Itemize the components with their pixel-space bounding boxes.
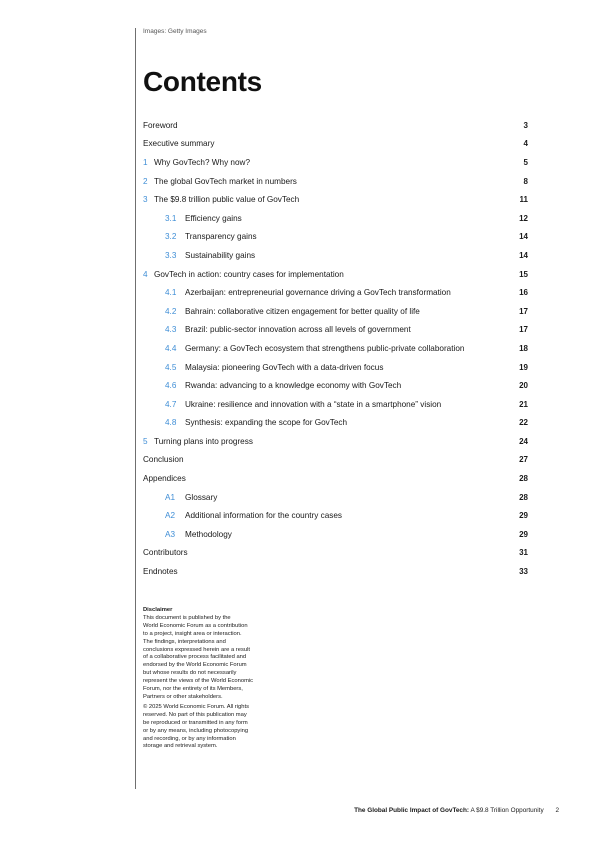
disclaimer-line: Partners or other stakeholders. bbox=[143, 693, 223, 700]
toc-entry-label: Synthesis: expanding the scope for GovTech bbox=[185, 418, 348, 428]
toc-entry[interactable] bbox=[143, 506, 528, 525]
toc-entry-label: Additional information for the country cases bbox=[185, 511, 343, 521]
toc-entry-number: 4.4 bbox=[165, 343, 177, 353]
toc-entry-page: 28 bbox=[519, 492, 528, 502]
toc-entry[interactable] bbox=[143, 525, 528, 544]
toc-entry-label: Endnotes bbox=[143, 567, 178, 577]
toc-entry-number: 4 bbox=[143, 269, 148, 279]
toc-entry-number: 3 bbox=[143, 195, 148, 205]
toc-entry-number: A2 bbox=[165, 511, 176, 521]
toc-entry-label: Germany: a GovTech ecosystem that strengthens public-private collaboration bbox=[185, 343, 465, 353]
toc-entry-label: Conclusion bbox=[143, 455, 184, 465]
copyright-notice bbox=[143, 704, 283, 751]
toc-entry-page: 8 bbox=[523, 176, 528, 186]
toc-entry-number: A3 bbox=[165, 529, 176, 539]
toc-entry-number: 4.8 bbox=[165, 418, 177, 428]
toc-entry-label: Bahrain: collaborative citizen engagement for better quality of life bbox=[185, 306, 420, 316]
toc-entry-page: 5 bbox=[523, 157, 528, 167]
toc-entry-label: Brazil: public-sector innovation across all levels of government bbox=[185, 325, 411, 335]
disclaimer-line: Forum, nor the entirety of its Members, bbox=[143, 686, 243, 693]
disclaimer-line: to a project, insight area or interaction. bbox=[143, 630, 242, 637]
toc-entry-label: Foreword bbox=[143, 120, 178, 130]
toc-entry-page: 3 bbox=[523, 120, 528, 130]
toc-entry[interactable] bbox=[143, 395, 528, 414]
disclaimer-heading: Disclaimer bbox=[143, 607, 173, 613]
toc-entry-number: 2 bbox=[143, 176, 148, 186]
toc-entry-label: Transparency gains bbox=[185, 232, 257, 242]
toc-entry[interactable] bbox=[143, 283, 528, 302]
page-title: Contents bbox=[143, 66, 262, 97]
toc-entry-number: 4.1 bbox=[165, 288, 177, 298]
toc-entry-label: Methodology bbox=[185, 529, 232, 539]
toc-entry-page: 22 bbox=[519, 418, 528, 428]
toc-entry[interactable] bbox=[143, 153, 528, 172]
toc-entry-page: 18 bbox=[519, 343, 528, 353]
toc-entry-number: 3.1 bbox=[165, 213, 177, 223]
toc-entry-label: The $9.8 trillion public value of GovTech bbox=[154, 195, 300, 205]
toc-entry-page: 33 bbox=[519, 567, 528, 577]
vertical-rule bbox=[135, 28, 136, 789]
copyright-line: be reproduced or transmitted in any form bbox=[143, 719, 248, 726]
toc-entry-page: 28 bbox=[519, 474, 528, 484]
toc-entry-label: GovTech in action: country cases for implementation bbox=[154, 269, 344, 279]
toc-entry-number: 1 bbox=[143, 157, 148, 167]
toc-entry[interactable] bbox=[143, 228, 528, 247]
footer-title-bold: The Global Public Impact of GovTech: bbox=[354, 807, 470, 814]
toc-entry-page: 17 bbox=[519, 306, 528, 316]
toc-entry-page: 21 bbox=[519, 399, 528, 409]
toc-entry-number: 4.7 bbox=[165, 399, 177, 409]
toc-entry-page: 16 bbox=[519, 288, 528, 298]
toc-entry-page: 12 bbox=[519, 213, 528, 223]
toc-entry[interactable] bbox=[143, 135, 528, 154]
toc-entry-number: 3.2 bbox=[165, 232, 177, 242]
copyright-line: © 2025 World Economic Forum. All rights bbox=[143, 703, 249, 710]
toc-entry-page: 29 bbox=[519, 511, 528, 521]
footer-title-rest: A $9.8 Trillion Opportunity bbox=[470, 807, 544, 814]
toc-entry[interactable] bbox=[143, 562, 528, 581]
toc-entry-number: 4.3 bbox=[165, 325, 177, 335]
toc-entry-number: A1 bbox=[165, 492, 176, 502]
toc-entry[interactable] bbox=[143, 190, 528, 209]
toc-entry-label: The global GovTech market in numbers bbox=[154, 176, 297, 186]
toc-entry[interactable] bbox=[143, 544, 528, 563]
toc-entry-label: Appendices bbox=[143, 474, 186, 484]
table-of-contents bbox=[143, 116, 528, 581]
copyright-line: reserved. No part of this publication may bbox=[143, 711, 247, 718]
copyright-line: storage and retrieval system. bbox=[143, 743, 218, 750]
toc-entry[interactable] bbox=[143, 172, 528, 191]
disclaimer-body bbox=[143, 615, 283, 702]
toc-entry-page: 15 bbox=[519, 269, 528, 279]
toc-entry-page: 17 bbox=[519, 325, 528, 335]
toc-entry[interactable] bbox=[143, 358, 528, 377]
toc-entry-number: 4.5 bbox=[165, 362, 177, 372]
toc-entry-page: 24 bbox=[519, 436, 528, 446]
disclaimer-line: but whose results do not necessarily bbox=[143, 670, 237, 677]
toc-entry[interactable] bbox=[143, 321, 528, 340]
toc-entry-page: 29 bbox=[519, 529, 528, 539]
toc-entry-label: Sustainability gains bbox=[185, 250, 256, 260]
toc-entry-number: 4.2 bbox=[165, 306, 177, 316]
toc-entry-page: 11 bbox=[519, 195, 528, 205]
toc-entry-label: Turning plans into progress bbox=[154, 436, 253, 446]
toc-entry-number: 4.6 bbox=[165, 381, 177, 391]
toc-entry[interactable] bbox=[143, 265, 528, 284]
toc-entry-page: 14 bbox=[519, 232, 528, 242]
toc-entry[interactable] bbox=[143, 246, 528, 265]
toc-entry[interactable] bbox=[143, 376, 528, 395]
disclaimer bbox=[143, 607, 283, 751]
copyright-line: or by any means, including photocopying bbox=[143, 727, 249, 734]
toc-entry-page: 14 bbox=[519, 250, 528, 260]
copyright-line: and recording, or by any information bbox=[143, 735, 236, 742]
toc-entry-label: Contributors bbox=[143, 548, 188, 558]
toc-entry[interactable] bbox=[143, 451, 528, 470]
toc-entry[interactable] bbox=[143, 488, 528, 507]
disclaimer-line: This document is published by the bbox=[143, 614, 231, 621]
toc-entry-label: Rwanda: advancing to a knowledge economy with GovTech bbox=[185, 381, 402, 391]
toc-entry-page: 31 bbox=[519, 548, 528, 558]
toc-entry-label: Why GovTech? Why now? bbox=[154, 157, 251, 167]
disclaimer-line: World Economic Forum as a contribution bbox=[143, 622, 248, 629]
toc-entry[interactable] bbox=[143, 339, 528, 358]
toc-entry-label: Malaysia: pioneering GovTech with a data-driven focus bbox=[185, 362, 384, 372]
page-footer bbox=[354, 807, 559, 814]
footer-page-number: 2 bbox=[555, 807, 559, 814]
disclaimer-line: of a collaborative process facilitated and bbox=[143, 654, 247, 661]
toc-entry-page: 4 bbox=[523, 139, 528, 149]
toc-entry-label: Glossary bbox=[185, 492, 218, 502]
toc-entry-page: 27 bbox=[519, 455, 528, 465]
disclaimer-line: The findings, interpretations and bbox=[143, 638, 226, 645]
toc-entry-label: Efficiency gains bbox=[185, 213, 242, 223]
toc-entry-page: 20 bbox=[519, 381, 528, 391]
toc-entry[interactable] bbox=[143, 116, 528, 135]
disclaimer-line: conclusions expressed herein are a result bbox=[143, 646, 250, 653]
toc-entry[interactable] bbox=[143, 414, 528, 433]
toc-entry[interactable] bbox=[143, 209, 528, 228]
toc-entry-number: 5 bbox=[143, 436, 148, 446]
toc-entry-label: Azerbaijan: entrepreneurial governance driving a GovTech transformation bbox=[185, 288, 451, 298]
toc-entry[interactable] bbox=[143, 469, 528, 488]
toc-entry-label: Executive summary bbox=[143, 139, 215, 149]
toc-entry-page: 19 bbox=[519, 362, 528, 372]
toc-entry[interactable] bbox=[143, 432, 528, 451]
toc-entry-label: Ukraine: resilience and innovation with a “state in a smartphone” vision bbox=[185, 399, 442, 409]
toc-entry-number: 3.3 bbox=[165, 250, 177, 260]
toc-entry[interactable] bbox=[143, 302, 528, 321]
disclaimer-line: represent the views of the World Economic bbox=[143, 678, 254, 685]
image-credit: Images: Getty Images bbox=[143, 28, 207, 35]
disclaimer-line: endorsed by the World Economic Forum bbox=[143, 662, 247, 669]
